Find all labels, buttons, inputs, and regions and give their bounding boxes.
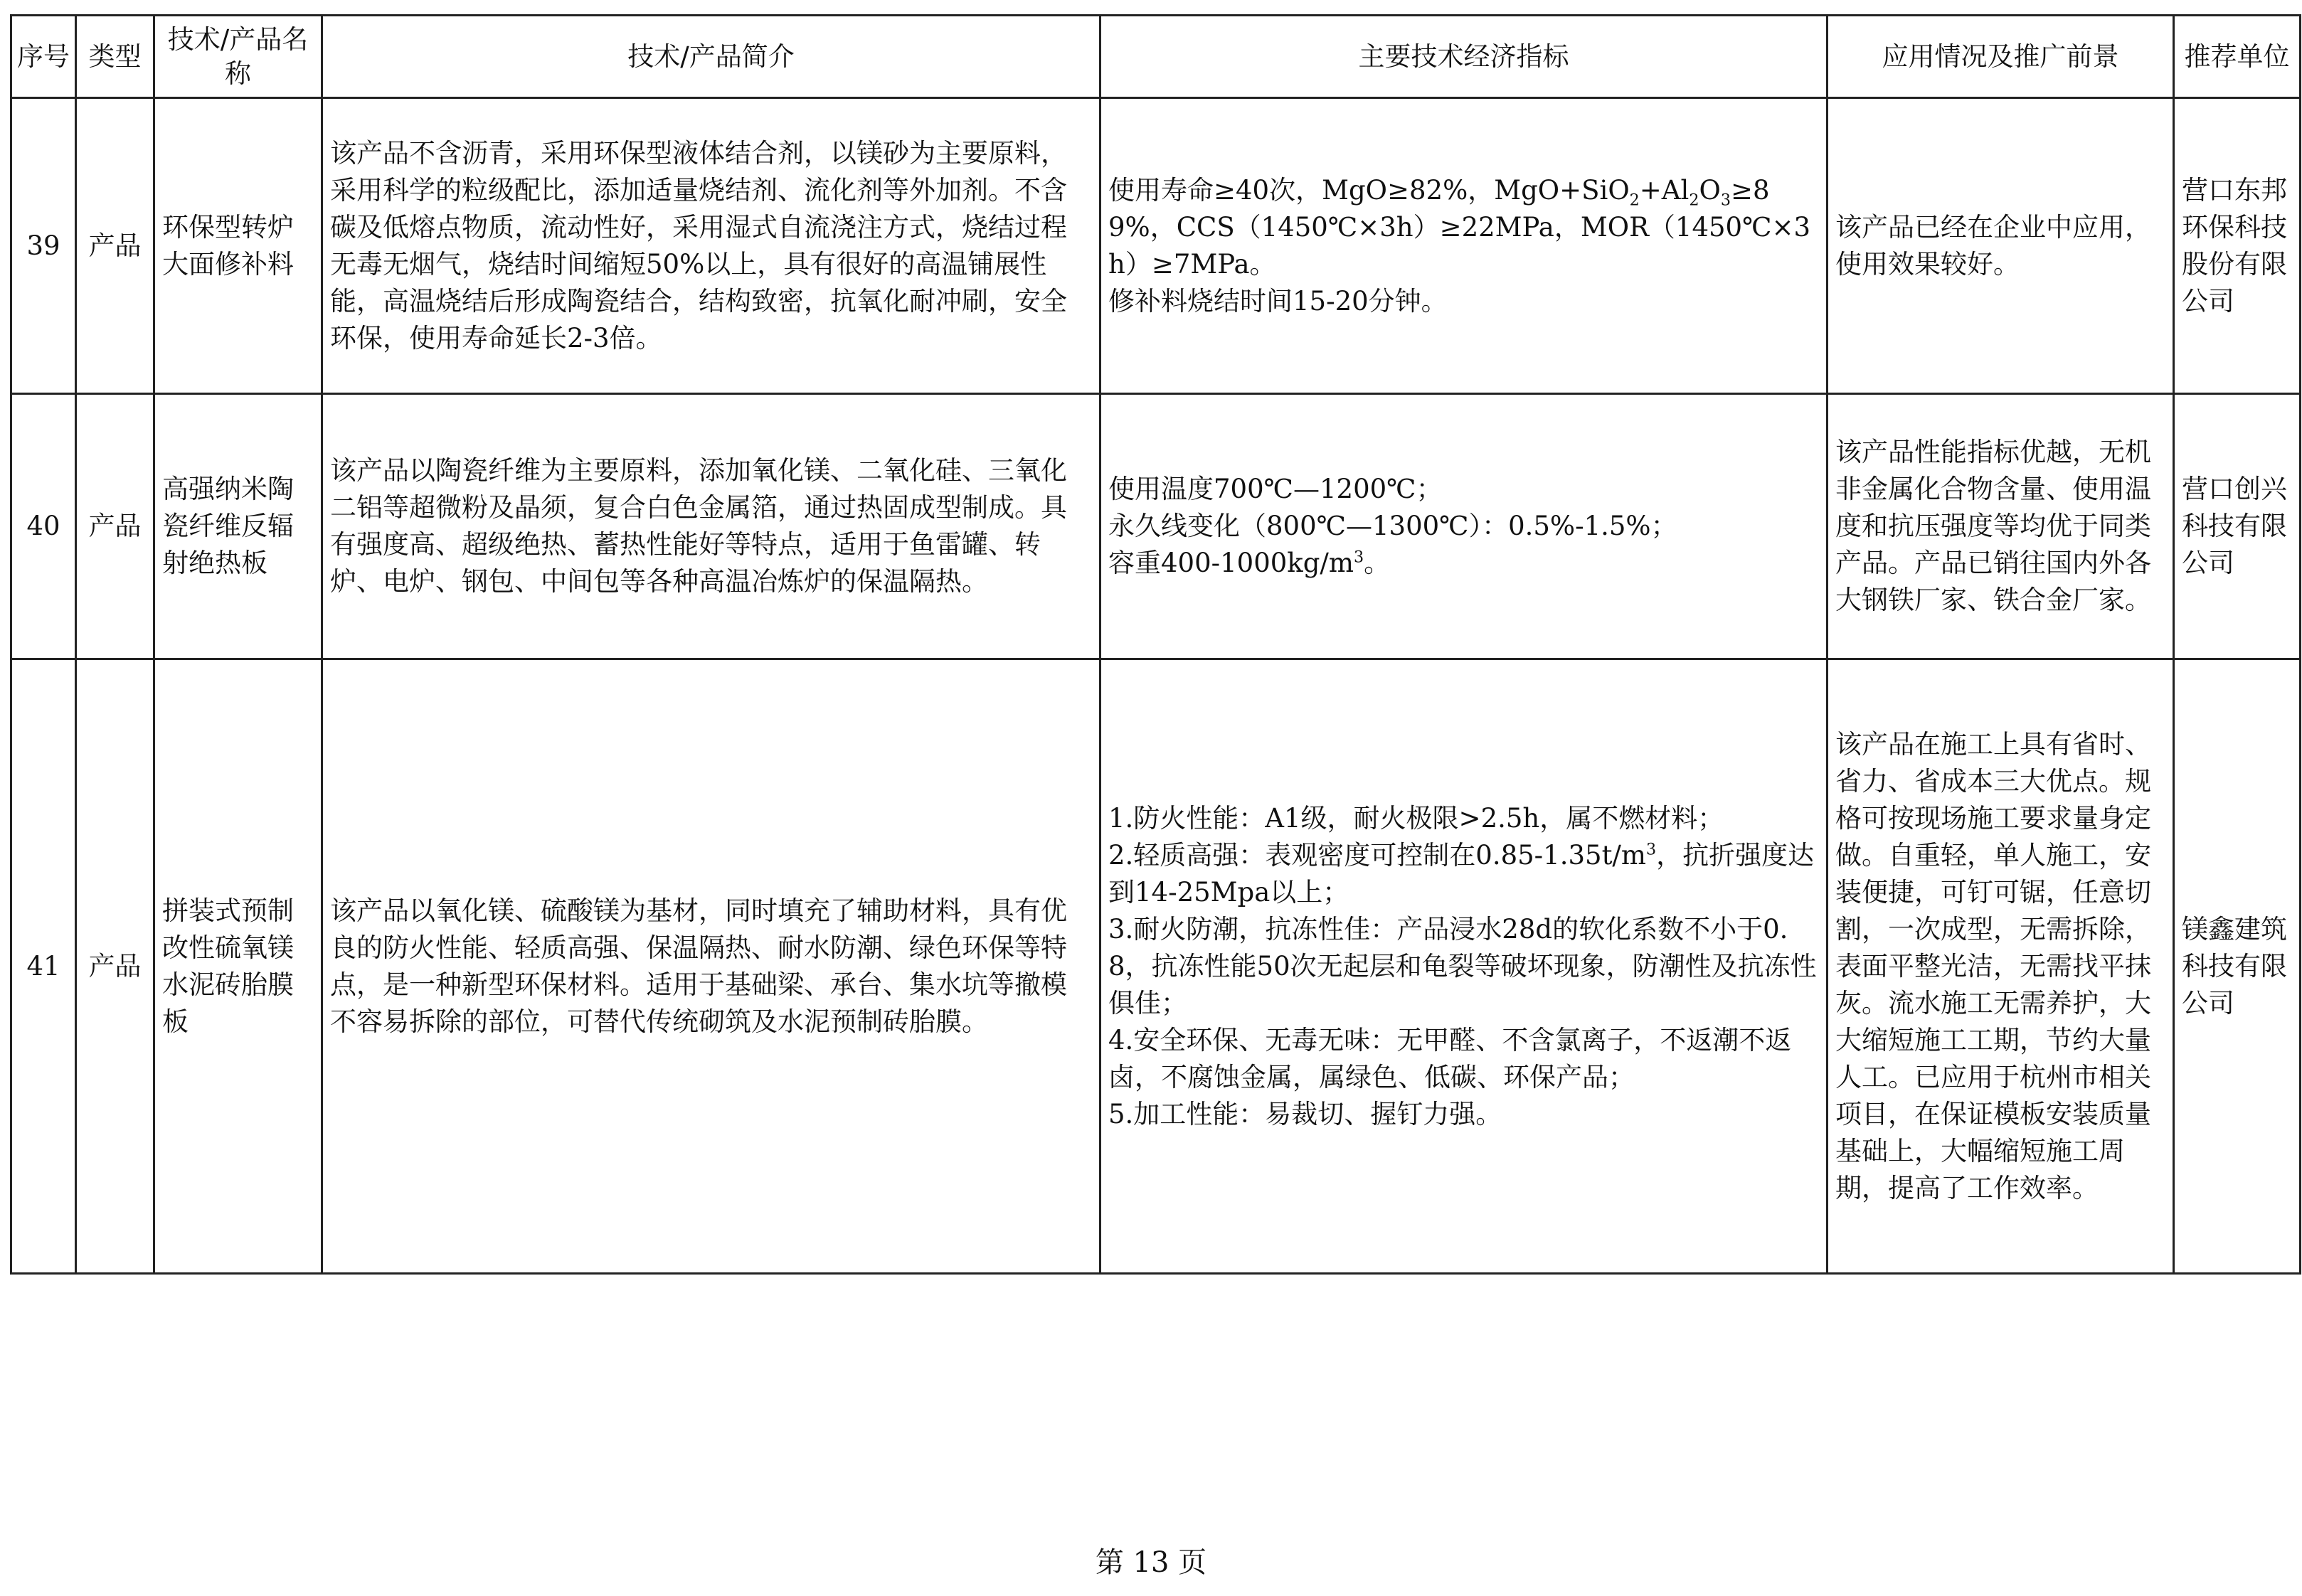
page-number: 第 13 页 (1095, 1546, 1207, 1579)
row-indicators (1100, 394, 1828, 659)
table-row (11, 394, 2301, 659)
row-intro: 该产品不含沥青，采用环保型液体结合剂，以镁砂为主要原料，采用科学的粒级配比，添加适量烧结剂、流化剂等外加剂。不含碳及低熔点物质，流动性好，采用湿式自流浇注方式，烧结过程无毒无烟气，烧结时间缩短50%以上，具有很好的高温铺展性能，高温烧结后形成陶瓷结合，结构致密，抗氧化耐冲刷，安全环保，使用寿命延长2-3倍。 (322, 98, 1100, 394)
indicator-text: 使用温度700℃—1200℃； (1108, 474, 1443, 504)
row-name: 高强纳米陶瓷纤维反辐射绝热板 (154, 394, 322, 659)
row-recommender: 镁鑫建筑科技有限公司 (2174, 659, 2301, 1274)
header-name: 技术/产品名称 (154, 16, 322, 98)
indicator-text: 2.轻质高强：表观密度可控制在$0.85-1.35t/m^3$，抗折强度达到14-25Mpa以上； (1108, 839, 1815, 908)
row-no: 41 (11, 659, 76, 1274)
header-recommender: 推荐单位 (2174, 16, 2301, 98)
indicator-text: 1.防火性能：A1级，耐火极限>2.5h，属不燃材料； (1108, 802, 1724, 834)
row-recommender: 营口创兴科技有限公司 (2174, 394, 2301, 659)
header-no: 序号 (11, 16, 76, 98)
row-recommender: 营口东邦环保科技股份有限公司 (2174, 98, 2301, 394)
indicator-text: 永久线变化（800℃—1300℃）：0.5%-1.5%； (1108, 511, 1677, 541)
indicator-text: 4.安全环保、无毒无味：无甲醛、不含氯离子，不返潮不返卤，不腐蚀金属，属绿色、低碳、环保产品； (1108, 1024, 1792, 1092)
row-type: 产品 (76, 98, 154, 394)
table-row (11, 659, 2301, 1274)
header-intro: 技术/产品简介 (322, 16, 1100, 98)
header-prospects: 应用情况及推广前景 (1828, 16, 2174, 98)
row-no: 39 (11, 98, 76, 394)
header-indicators: 主要技术经济指标 (1100, 16, 1828, 98)
row-intro: 该产品以氧化镁、硫酸镁为基材，同时填充了辅助材料，具有优良的防火性能、轻质高强、保温隔热、耐水防潮、绿色环保等特点，是一种新型环保材料。适用于基础梁、承台、集水坑等撤模不容易拆除的部位，可替代传统砌筑及水泥预制砖胎膜。 (322, 659, 1100, 1274)
row-indicators (1100, 98, 1828, 394)
indicator-text: 3.耐火防潮，抗冻性佳：产品浸水28d的软化系数不小于0.8，抗冻性能50次无起层和龟裂等破坏现象，防潮性及抗冻性俱佳； (1108, 913, 1817, 1018)
table-row (11, 98, 2301, 394)
row-no: 40 (11, 394, 76, 659)
row-prospects: 该产品在施工上具有省时、省力、省成本三大优点。规格可按现场施工要求量身定做。自重轻，单人施工，安装便捷，可钉可锯，任意切割，一次成型，无需拆除，表面平整光洁，无需找平抹灰。流水施工无需养护，大大缩短施工工期，节约大量人工。已应用于杭州市相关项目，在保证模板安装质量基础上，大幅缩短施工周期，提高了工作效率。 (1828, 659, 2174, 1274)
row-name: 环保型转炉大面修补料 (154, 98, 322, 394)
row-type: 产品 (76, 659, 154, 1274)
row-name: 拼装式预制改性硫氧镁水泥砖胎膜板 (154, 659, 322, 1274)
row-indicators (1100, 659, 1828, 1274)
header-row (11, 16, 2301, 98)
row-intro: 该产品以陶瓷纤维为主要原料，添加氧化镁、二氧化硅、三氧化二铝等超微粉及晶须，复合白色金属箔，通过热固成型制成。具有强度高、超级绝热、蓄热性能好等特点，适用于鱼雷罐、转炉、电炉、钢包、中间包等各种高温冶炼炉的保温隔热。 (322, 394, 1100, 659)
indicator-text: 修补料烧结时间15-20分钟。 (1108, 285, 1448, 316)
row-prospects: 该产品已经在企业中应用，使用效果较好。 (1828, 98, 2174, 394)
row-prospects: 该产品性能指标优越，无机非金属化合物含量、使用温度和抗压强度等均优于同类产品。产品已销往国内外各大钢铁厂家、铁合金厂家。 (1828, 394, 2174, 659)
tech-product-table (10, 14, 2301, 1275)
row-type: 产品 (76, 394, 154, 659)
indicator-text: 5.加工性能：易裁切、握钉力强。 (1108, 1098, 1502, 1129)
indicator-text: 容重$400-1000kg/m^3$。 (1108, 548, 1391, 578)
indicator-text: 使用寿命≥40次，MgO≥82%，$MgO+SiO_2+Al_2O_3\ge 89\%$，CCS（1450℃×3h）≥22MPa，MOR（1450℃×3h）≥7MPa。 (1108, 174, 1811, 280)
header-type: 类型 (76, 16, 154, 98)
